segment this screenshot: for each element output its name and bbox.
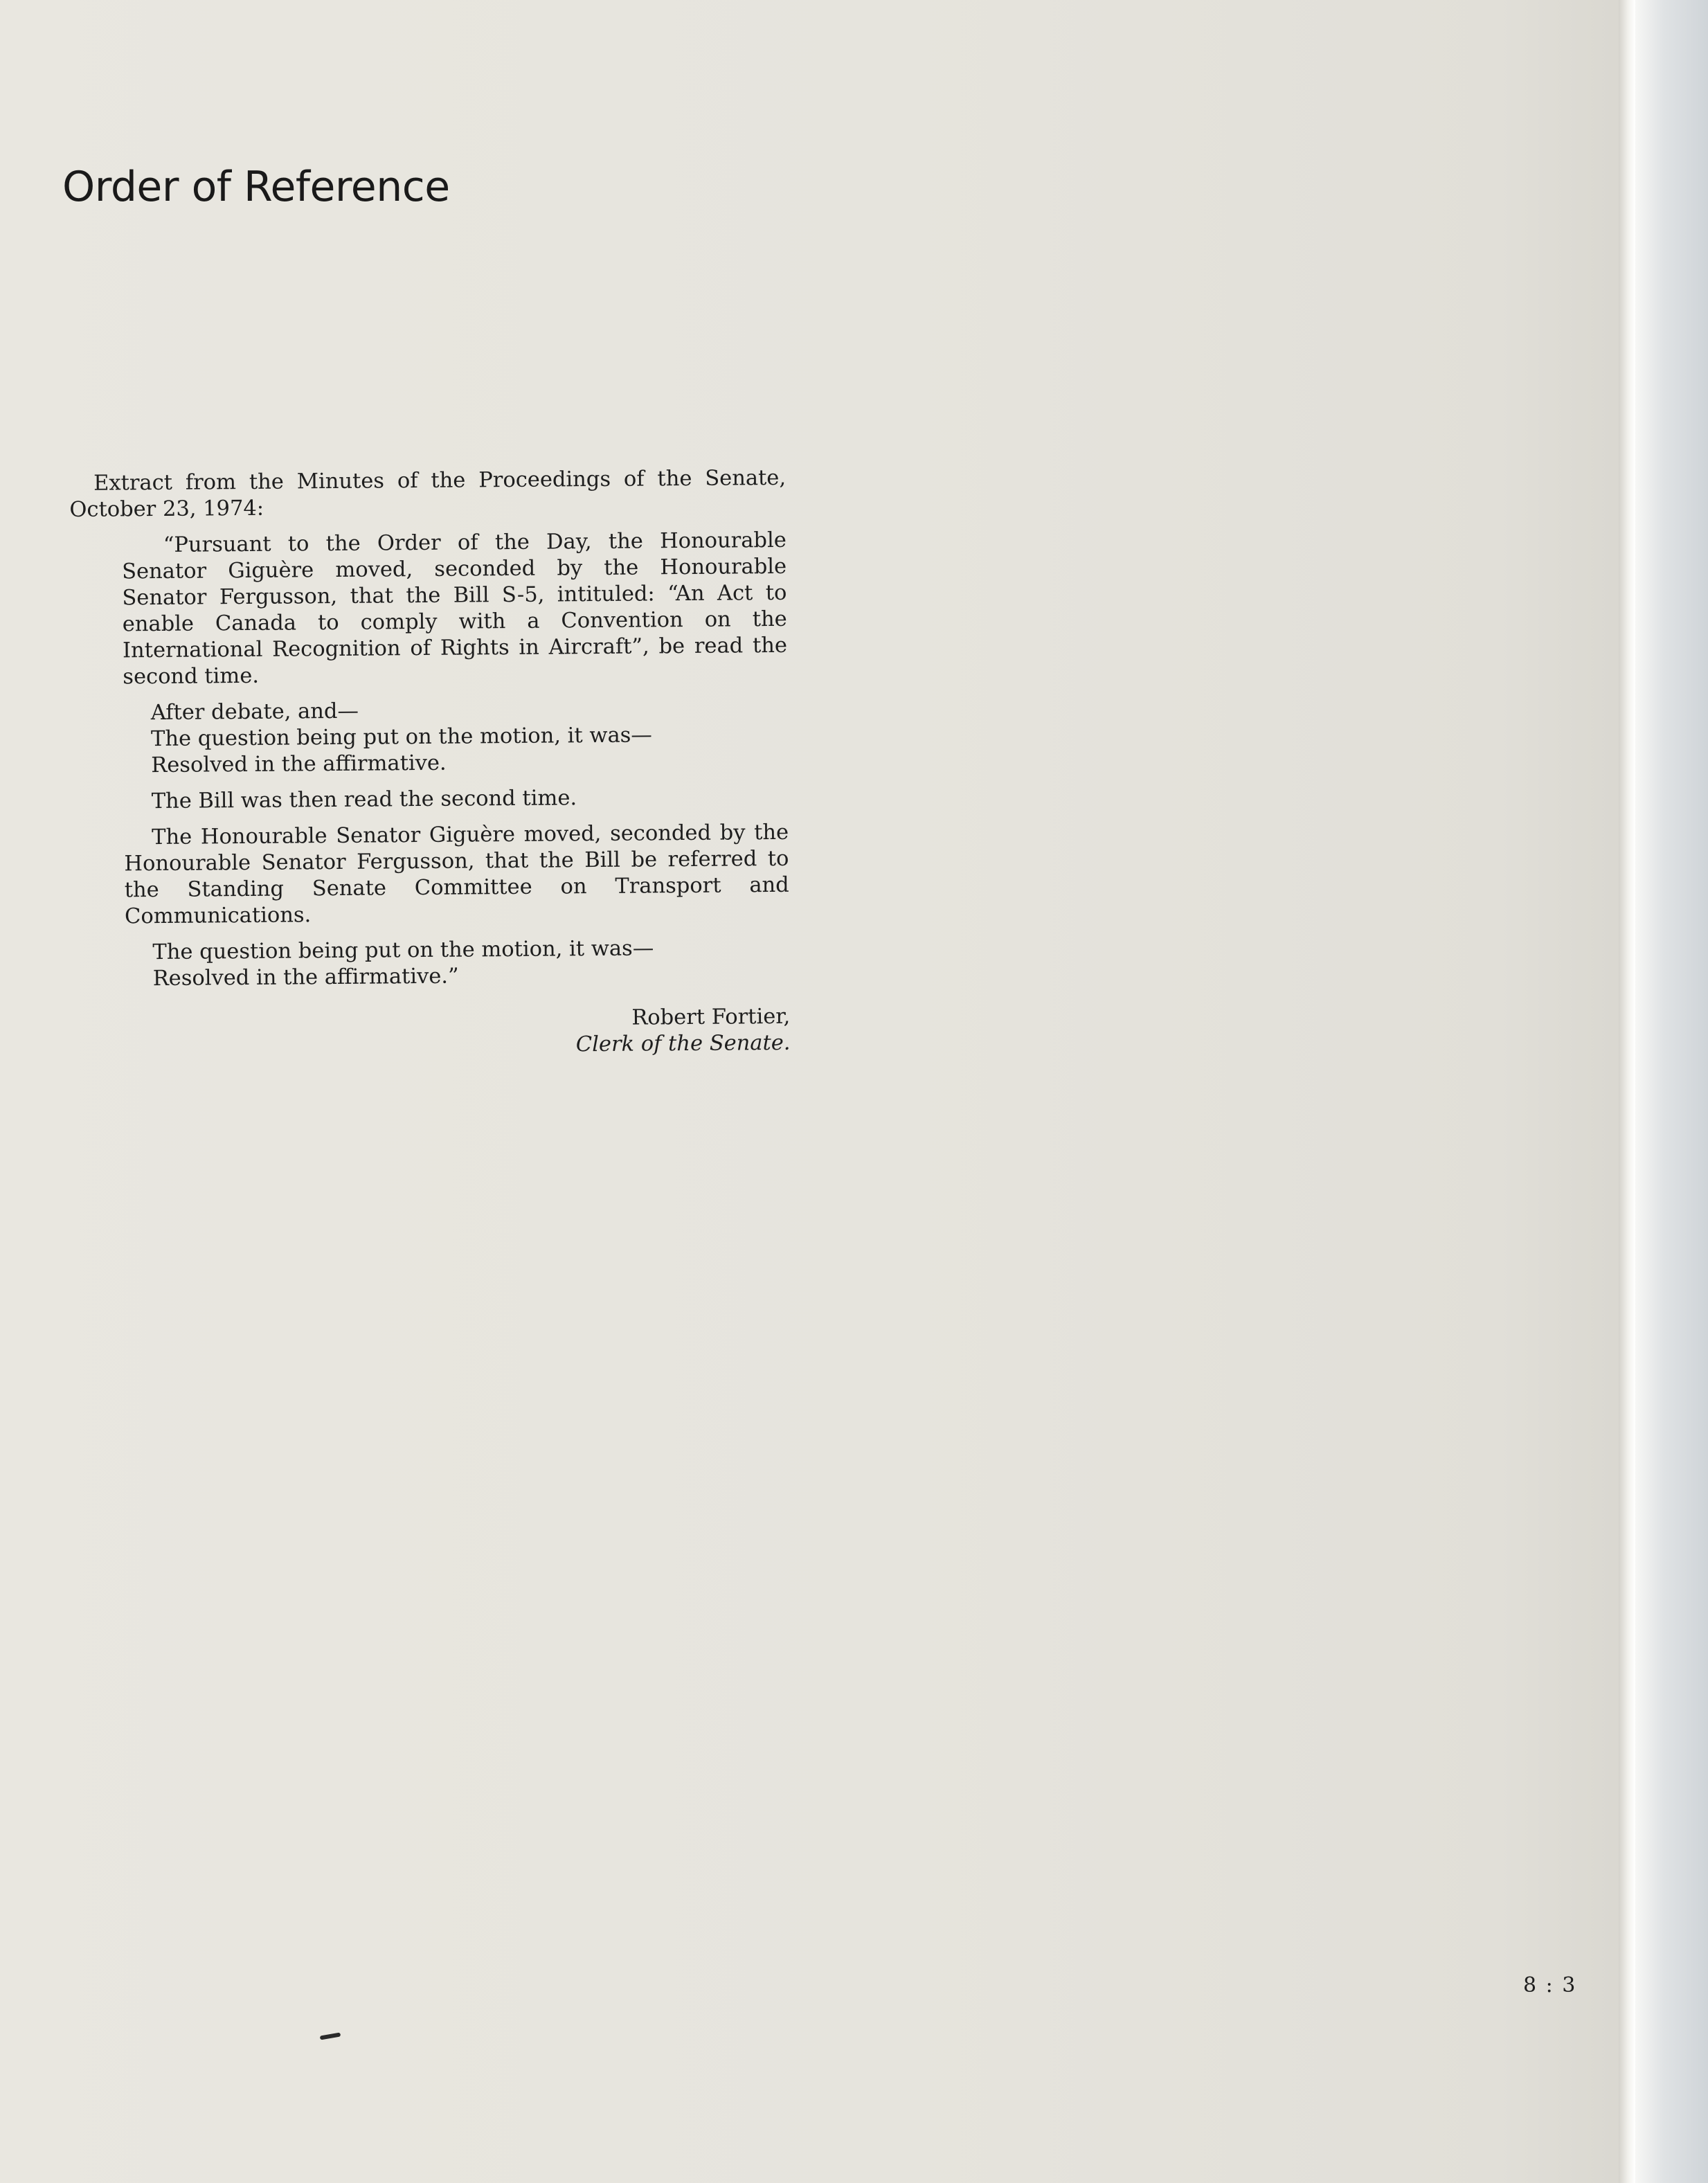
intro-paragraph: Extract from the Minutes of the Proceedings of the Senate, October 23, 1974: — [69, 465, 786, 522]
order-of-reference-text — [69, 465, 791, 1062]
resolved-line-2: Resolved in the affirmative.” — [152, 964, 459, 991]
second-reading-line: The Bill was then read the second time. — [151, 786, 577, 814]
signatory-name: Robert Fortier, — [631, 1004, 791, 1030]
referral-paragraph: The Honourable Senator Giguère moved, seconded by the Honourable Senator Fergusson, that the Bill be referred to the Standing Senate Committee on Transport and Communications. — [124, 820, 789, 929]
page-number: 8 : 3 — [1523, 1973, 1577, 1997]
question-line-2: The question being put on the motion, it was— — [152, 936, 654, 965]
page-edge — [1619, 0, 1635, 2183]
after-debate-line: After debate, and— — [150, 699, 359, 726]
question-line-1: The question being put on the motion, it was— — [150, 723, 652, 752]
resolved-line-1: Resolved in the affirmative. — [151, 751, 447, 778]
signatory-title: Clerk of the Senate. — [575, 1030, 791, 1057]
page-title: Order of Reference — [62, 163, 450, 211]
background-surface — [1635, 0, 1708, 2183]
motion-paragraph: “Pursuant to the Order of the Day, the Honourable Senator Giguère moved, seconded by the Honourable Senator Fergusson, that the Bill S-5, intituled: “An Act to enable Canada to comply with a Convention on the International Recognition of Rights in Aircraft”, be read the second time. — [122, 528, 788, 690]
quoted-extract — [122, 528, 790, 993]
